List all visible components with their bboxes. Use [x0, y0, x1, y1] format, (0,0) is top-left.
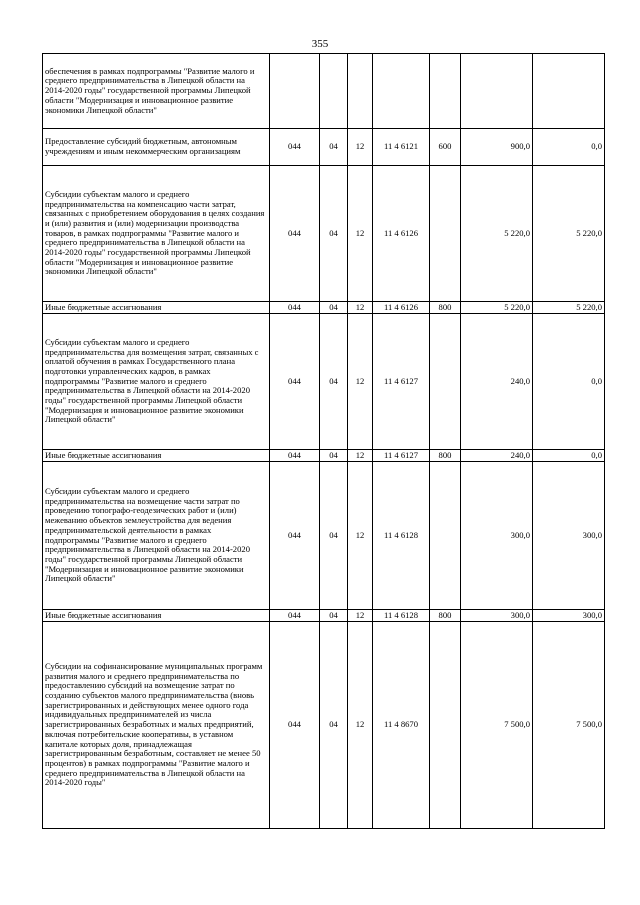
row-description: Субсидии субъектам малого и среднего предпринимательства для возмещения затрат, связанных с оплатой обучения в рамках Государственного плана подготовки управленческих кадров, в рамках подпрограммы "Развитие малого и среднего предпринимательства в Липецкой области на 2014-2020 годы" государственной программы Липецкой области "Модернизация и инновационное развитие экономики Липецкой области": [43, 314, 270, 450]
amount-year-1: 7 500,0: [461, 622, 533, 829]
table-row: [43, 314, 605, 450]
subsection-code: 12: [348, 462, 373, 610]
ministry-code: 044: [270, 622, 320, 829]
section-code: [320, 54, 348, 129]
expense-type: 600: [430, 129, 461, 166]
section-code: 04: [320, 314, 348, 450]
expense-type: [430, 622, 461, 829]
amount-year-2: 0,0: [533, 450, 605, 462]
expense-type: [430, 166, 461, 302]
amount-year-1: 300,0: [461, 610, 533, 622]
amount-year-2: 0,0: [533, 314, 605, 450]
row-description: Субсидии субъектам малого и среднего предпринимательства на компенсацию части затрат, связанных с приобретением оборудования в целях создания и (или) развития и (или) модернизации производства товаров, в рамках подпрограммы "Развитие малого и среднего предпринимательства в Липецкой области на 2014-2020 годы" государственной программы Липецкой области "Модернизация и инновационное развитие экономики Липецкой области": [43, 166, 270, 302]
target-article: 11 4 6127: [373, 314, 430, 450]
subsection-code: 12: [348, 610, 373, 622]
amount-year-2: 7 500,0: [533, 622, 605, 829]
amount-year-1: [461, 54, 533, 129]
ministry-code: [270, 54, 320, 129]
target-article: 11 4 6126: [373, 166, 430, 302]
page-number: 355: [311, 38, 329, 50]
row-description: Иные бюджетные ассигнования: [43, 450, 270, 462]
section-code: 04: [320, 166, 348, 302]
table-row: [43, 462, 605, 610]
ministry-code: 044: [270, 462, 320, 610]
table-row: [43, 622, 605, 829]
expense-type: 800: [430, 610, 461, 622]
expense-type: [430, 314, 461, 450]
subsection-code: 12: [348, 166, 373, 302]
subsection-code: 12: [348, 129, 373, 166]
table-row: [43, 450, 605, 462]
table-row: [43, 129, 605, 166]
budget-table: [42, 53, 605, 829]
section-code: 04: [320, 450, 348, 462]
table-row: [43, 610, 605, 622]
section-code: 04: [320, 302, 348, 314]
amount-year-2: 0,0: [533, 129, 605, 166]
expense-type: [430, 462, 461, 610]
subsection-code: 12: [348, 302, 373, 314]
table-row: [43, 166, 605, 302]
row-description: Субсидии субъектам малого и среднего предпринимательства на возмещение части затрат по проведению топографо-геодезических работ и (или) межеванию объектов землеустройства для ведения предпринимательской деятельности в рамках подпрограммы "Развитие малого и среднего предпринимательства в Липецкой области на 2014-2020 годы" государственной программы Липецкой области "Модернизация и инновационное развитие экономики Липецкой области": [43, 462, 270, 610]
amount-year-2: [533, 54, 605, 129]
row-description: Предоставление субсидий бюджетным, автономным учреждениям и иным некоммерческим организациям: [43, 129, 270, 166]
target-article: 11 4 6128: [373, 462, 430, 610]
amount-year-1: 900,0: [461, 129, 533, 166]
target-article: 11 4 6121: [373, 129, 430, 166]
subsection-code: 12: [348, 314, 373, 450]
amount-year-2: 300,0: [533, 462, 605, 610]
row-description: Иные бюджетные ассигнования: [43, 610, 270, 622]
expense-type: 800: [430, 450, 461, 462]
target-article: 11 4 8670: [373, 622, 430, 829]
target-article: [373, 54, 430, 129]
target-article: 11 4 6127: [373, 450, 430, 462]
section-code: 04: [320, 462, 348, 610]
amount-year-1: 5 220,0: [461, 302, 533, 314]
table-row: [43, 54, 605, 129]
ministry-code: 044: [270, 166, 320, 302]
table-row: [43, 302, 605, 314]
row-description: обеспечения в рамках подпрограммы "Развитие малого и среднего предпринимательства в Липецкой области на 2014-2020 годы" государственной программы Липецкой области "Модернизация и инновационное развитие экономики Липецкой области": [43, 54, 270, 129]
row-description: Иные бюджетные ассигнования: [43, 302, 270, 314]
amount-year-2: 5 220,0: [533, 302, 605, 314]
subsection-code: 12: [348, 450, 373, 462]
subsection-code: [348, 54, 373, 129]
ministry-code: 044: [270, 450, 320, 462]
amount-year-1: 240,0: [461, 314, 533, 450]
ministry-code: 044: [270, 302, 320, 314]
amount-year-2: 300,0: [533, 610, 605, 622]
section-code: 04: [320, 610, 348, 622]
ministry-code: 044: [270, 129, 320, 166]
amount-year-1: 240,0: [461, 450, 533, 462]
amount-year-2: 5 220,0: [533, 166, 605, 302]
section-code: 04: [320, 622, 348, 829]
amount-year-1: 300,0: [461, 462, 533, 610]
section-code: 04: [320, 129, 348, 166]
expense-type: [430, 54, 461, 129]
amount-year-1: 5 220,0: [461, 166, 533, 302]
target-article: 11 4 6128: [373, 610, 430, 622]
ministry-code: 044: [270, 610, 320, 622]
subsection-code: 12: [348, 622, 373, 829]
ministry-code: 044: [270, 314, 320, 450]
expense-type: 800: [430, 302, 461, 314]
row-description: Субсидии на софинансирование муниципальных программ развития малого и среднего предпринимательства по предоставлению субсидий на возмещение затрат по созданию субъектов малого предпринимательства (вновь зарегистрированных и действующих менее одного года индивидуальных предпринимателей из числа зарегистрированных безработных и малых предприятий, включая потребительские кооперативы, в уставном капитале которых доля, принадлежащая зарегистрированным безработным, составляет не менее 50 процентов) в рамках подпрограммы "Развитие малого и среднего предпринимательства в Липецкой области на 2014-2020 годы": [43, 622, 270, 829]
target-article: 11 4 6126: [373, 302, 430, 314]
